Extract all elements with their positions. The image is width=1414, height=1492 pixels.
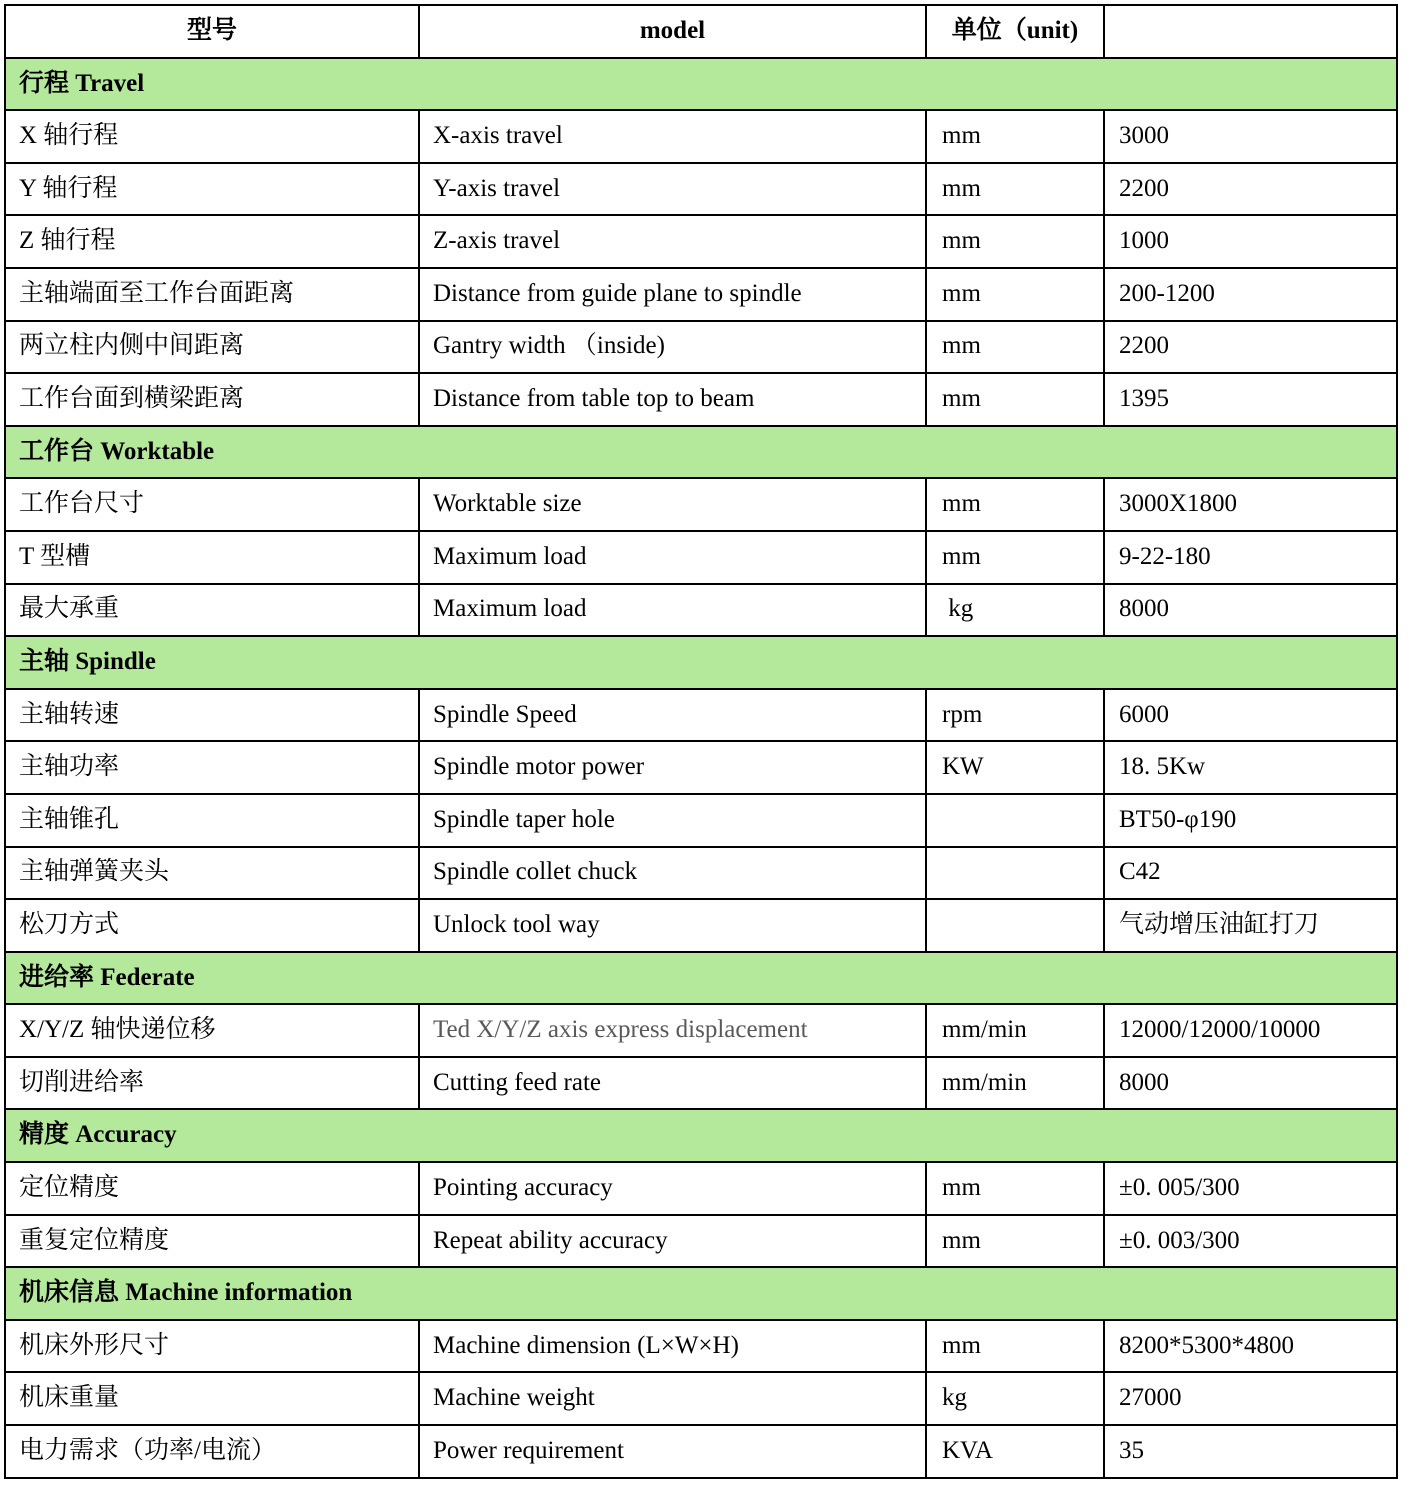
cell-en: Unlock tool way bbox=[419, 899, 926, 952]
cell-cn: 电力需求（功率/电流） bbox=[5, 1425, 419, 1478]
data-row bbox=[5, 1004, 1397, 1057]
cell-en: Power requirement bbox=[419, 1425, 926, 1478]
cell-cn: X/Y/Z 轴快递位移 bbox=[5, 1004, 419, 1057]
cell-cn: 主轴转速 bbox=[5, 689, 419, 742]
cell-unit: mm bbox=[926, 268, 1104, 321]
cell-value: 9-22-180 bbox=[1104, 531, 1397, 584]
cell-cn: 最大承重 bbox=[5, 584, 419, 637]
cell-unit: kg bbox=[926, 584, 1104, 637]
cell-value: ±0. 005/300 bbox=[1104, 1162, 1397, 1215]
cell-unit: kg bbox=[926, 1372, 1104, 1425]
cell-value: 3000 bbox=[1104, 110, 1397, 163]
section-label: 主轴 Spindle bbox=[5, 636, 1397, 689]
cell-unit: mm bbox=[926, 478, 1104, 531]
cell-en: Spindle collet chuck bbox=[419, 847, 926, 900]
cell-en: Gantry width （inside) bbox=[419, 321, 926, 374]
cell-value: 6000 bbox=[1104, 689, 1397, 742]
cell-cn: 松刀方式 bbox=[5, 899, 419, 952]
header-row bbox=[5, 5, 1397, 58]
cell-en: Maximum load bbox=[419, 531, 926, 584]
data-row bbox=[5, 215, 1397, 268]
section-row bbox=[5, 426, 1397, 479]
cell-cn: T 型槽 bbox=[5, 531, 419, 584]
cell-cn: 切削进给率 bbox=[5, 1057, 419, 1110]
data-row bbox=[5, 584, 1397, 637]
cell-en: Maximum load bbox=[419, 584, 926, 637]
cell-cn: Z 轴行程 bbox=[5, 215, 419, 268]
cell-cn: 机床外形尺寸 bbox=[5, 1320, 419, 1373]
section-label: 机床信息 Machine information bbox=[5, 1267, 1397, 1320]
cell-en: Repeat ability accuracy bbox=[419, 1215, 926, 1268]
cell-value: 1395 bbox=[1104, 373, 1397, 426]
cell-value: 2200 bbox=[1104, 163, 1397, 216]
data-row bbox=[5, 478, 1397, 531]
data-row bbox=[5, 741, 1397, 794]
section-label: 进给率 Federate bbox=[5, 952, 1397, 1005]
cell-unit: mm bbox=[926, 373, 1104, 426]
data-row bbox=[5, 1425, 1397, 1478]
cell-cn: 两立柱内侧中间距离 bbox=[5, 321, 419, 374]
header-cell-value bbox=[1104, 5, 1397, 58]
cell-unit: KW bbox=[926, 741, 1104, 794]
data-row bbox=[5, 1215, 1397, 1268]
cell-value: 35 bbox=[1104, 1425, 1397, 1478]
cell-unit bbox=[926, 794, 1104, 847]
cell-value: 18. 5Kw bbox=[1104, 741, 1397, 794]
cell-value: 27000 bbox=[1104, 1372, 1397, 1425]
data-row bbox=[5, 110, 1397, 163]
cell-value: 3000X1800 bbox=[1104, 478, 1397, 531]
section-label: 行程 Travel bbox=[5, 58, 1397, 111]
section-row bbox=[5, 1109, 1397, 1162]
cell-en: Z-axis travel bbox=[419, 215, 926, 268]
section-row bbox=[5, 58, 1397, 111]
header-cell-model-cn: 型号 bbox=[5, 5, 419, 58]
section-row bbox=[5, 636, 1397, 689]
cell-value: 12000/12000/10000 bbox=[1104, 1004, 1397, 1057]
cell-unit: mm bbox=[926, 215, 1104, 268]
cell-en: Distance from guide plane to spindle bbox=[419, 268, 926, 321]
cell-cn: 重复定位精度 bbox=[5, 1215, 419, 1268]
section-label: 精度 Accuracy bbox=[5, 1109, 1397, 1162]
section-row bbox=[5, 952, 1397, 1005]
cell-en: Ted X/Y/Z axis express displacement bbox=[419, 1004, 926, 1057]
cell-unit: mm bbox=[926, 1320, 1104, 1373]
cell-cn: 工作台尺寸 bbox=[5, 478, 419, 531]
cell-en: Y-axis travel bbox=[419, 163, 926, 216]
cell-value: ±0. 003/300 bbox=[1104, 1215, 1397, 1268]
cell-unit: mm bbox=[926, 110, 1104, 163]
spec-table-body bbox=[5, 58, 1397, 1478]
cell-value: BT50-φ190 bbox=[1104, 794, 1397, 847]
cell-cn: 工作台面到横梁距离 bbox=[5, 373, 419, 426]
cell-en: Cutting feed rate bbox=[419, 1057, 926, 1110]
cell-cn: 主轴端面至工作台面距离 bbox=[5, 268, 419, 321]
header-cell-model-en: model bbox=[419, 5, 926, 58]
cell-unit: mm bbox=[926, 531, 1104, 584]
cell-value: 200-1200 bbox=[1104, 268, 1397, 321]
data-row bbox=[5, 1372, 1397, 1425]
cell-value: 2200 bbox=[1104, 321, 1397, 374]
cell-en: Machine dimension (L×W×H) bbox=[419, 1320, 926, 1373]
cell-value: 8200*5300*4800 bbox=[1104, 1320, 1397, 1373]
data-row bbox=[5, 531, 1397, 584]
cell-value: C42 bbox=[1104, 847, 1397, 900]
cell-unit: rpm bbox=[926, 689, 1104, 742]
cell-unit: mm/min bbox=[926, 1057, 1104, 1110]
cell-unit: mm/min bbox=[926, 1004, 1104, 1057]
cell-en: Pointing accuracy bbox=[419, 1162, 926, 1215]
data-row bbox=[5, 794, 1397, 847]
cell-value: 8000 bbox=[1104, 584, 1397, 637]
data-row bbox=[5, 373, 1397, 426]
cell-unit: mm bbox=[926, 1215, 1104, 1268]
cell-cn: 主轴锥孔 bbox=[5, 794, 419, 847]
cell-value: 1000 bbox=[1104, 215, 1397, 268]
header-cell-unit: 单位（unit) bbox=[926, 5, 1104, 58]
cell-unit: KVA bbox=[926, 1425, 1104, 1478]
cell-en: Spindle Speed bbox=[419, 689, 926, 742]
cell-en: Machine weight bbox=[419, 1372, 926, 1425]
cell-value: 气动增压油缸打刀 bbox=[1104, 899, 1397, 952]
cell-en: Spindle motor power bbox=[419, 741, 926, 794]
cell-unit bbox=[926, 847, 1104, 900]
section-row bbox=[5, 1267, 1397, 1320]
spec-table bbox=[4, 4, 1398, 1479]
cell-unit: mm bbox=[926, 321, 1104, 374]
cell-unit: mm bbox=[926, 1162, 1104, 1215]
cell-en: Spindle taper hole bbox=[419, 794, 926, 847]
cell-cn: 主轴功率 bbox=[5, 741, 419, 794]
cell-cn: 主轴弹簧夹头 bbox=[5, 847, 419, 900]
data-row bbox=[5, 899, 1397, 952]
cell-en: Worktable size bbox=[419, 478, 926, 531]
cell-value: 8000 bbox=[1104, 1057, 1397, 1110]
data-row bbox=[5, 163, 1397, 216]
data-row bbox=[5, 1057, 1397, 1110]
data-row bbox=[5, 268, 1397, 321]
data-row bbox=[5, 847, 1397, 900]
cell-cn: Y 轴行程 bbox=[5, 163, 419, 216]
data-row bbox=[5, 321, 1397, 374]
cell-cn: X 轴行程 bbox=[5, 110, 419, 163]
cell-cn: 定位精度 bbox=[5, 1162, 419, 1215]
data-row bbox=[5, 689, 1397, 742]
section-label: 工作台 Worktable bbox=[5, 426, 1397, 479]
cell-unit: mm bbox=[926, 163, 1104, 216]
cell-en: X-axis travel bbox=[419, 110, 926, 163]
data-row bbox=[5, 1320, 1397, 1373]
data-row bbox=[5, 1162, 1397, 1215]
cell-unit bbox=[926, 899, 1104, 952]
cell-cn: 机床重量 bbox=[5, 1372, 419, 1425]
cell-en: Distance from table top to beam bbox=[419, 373, 926, 426]
